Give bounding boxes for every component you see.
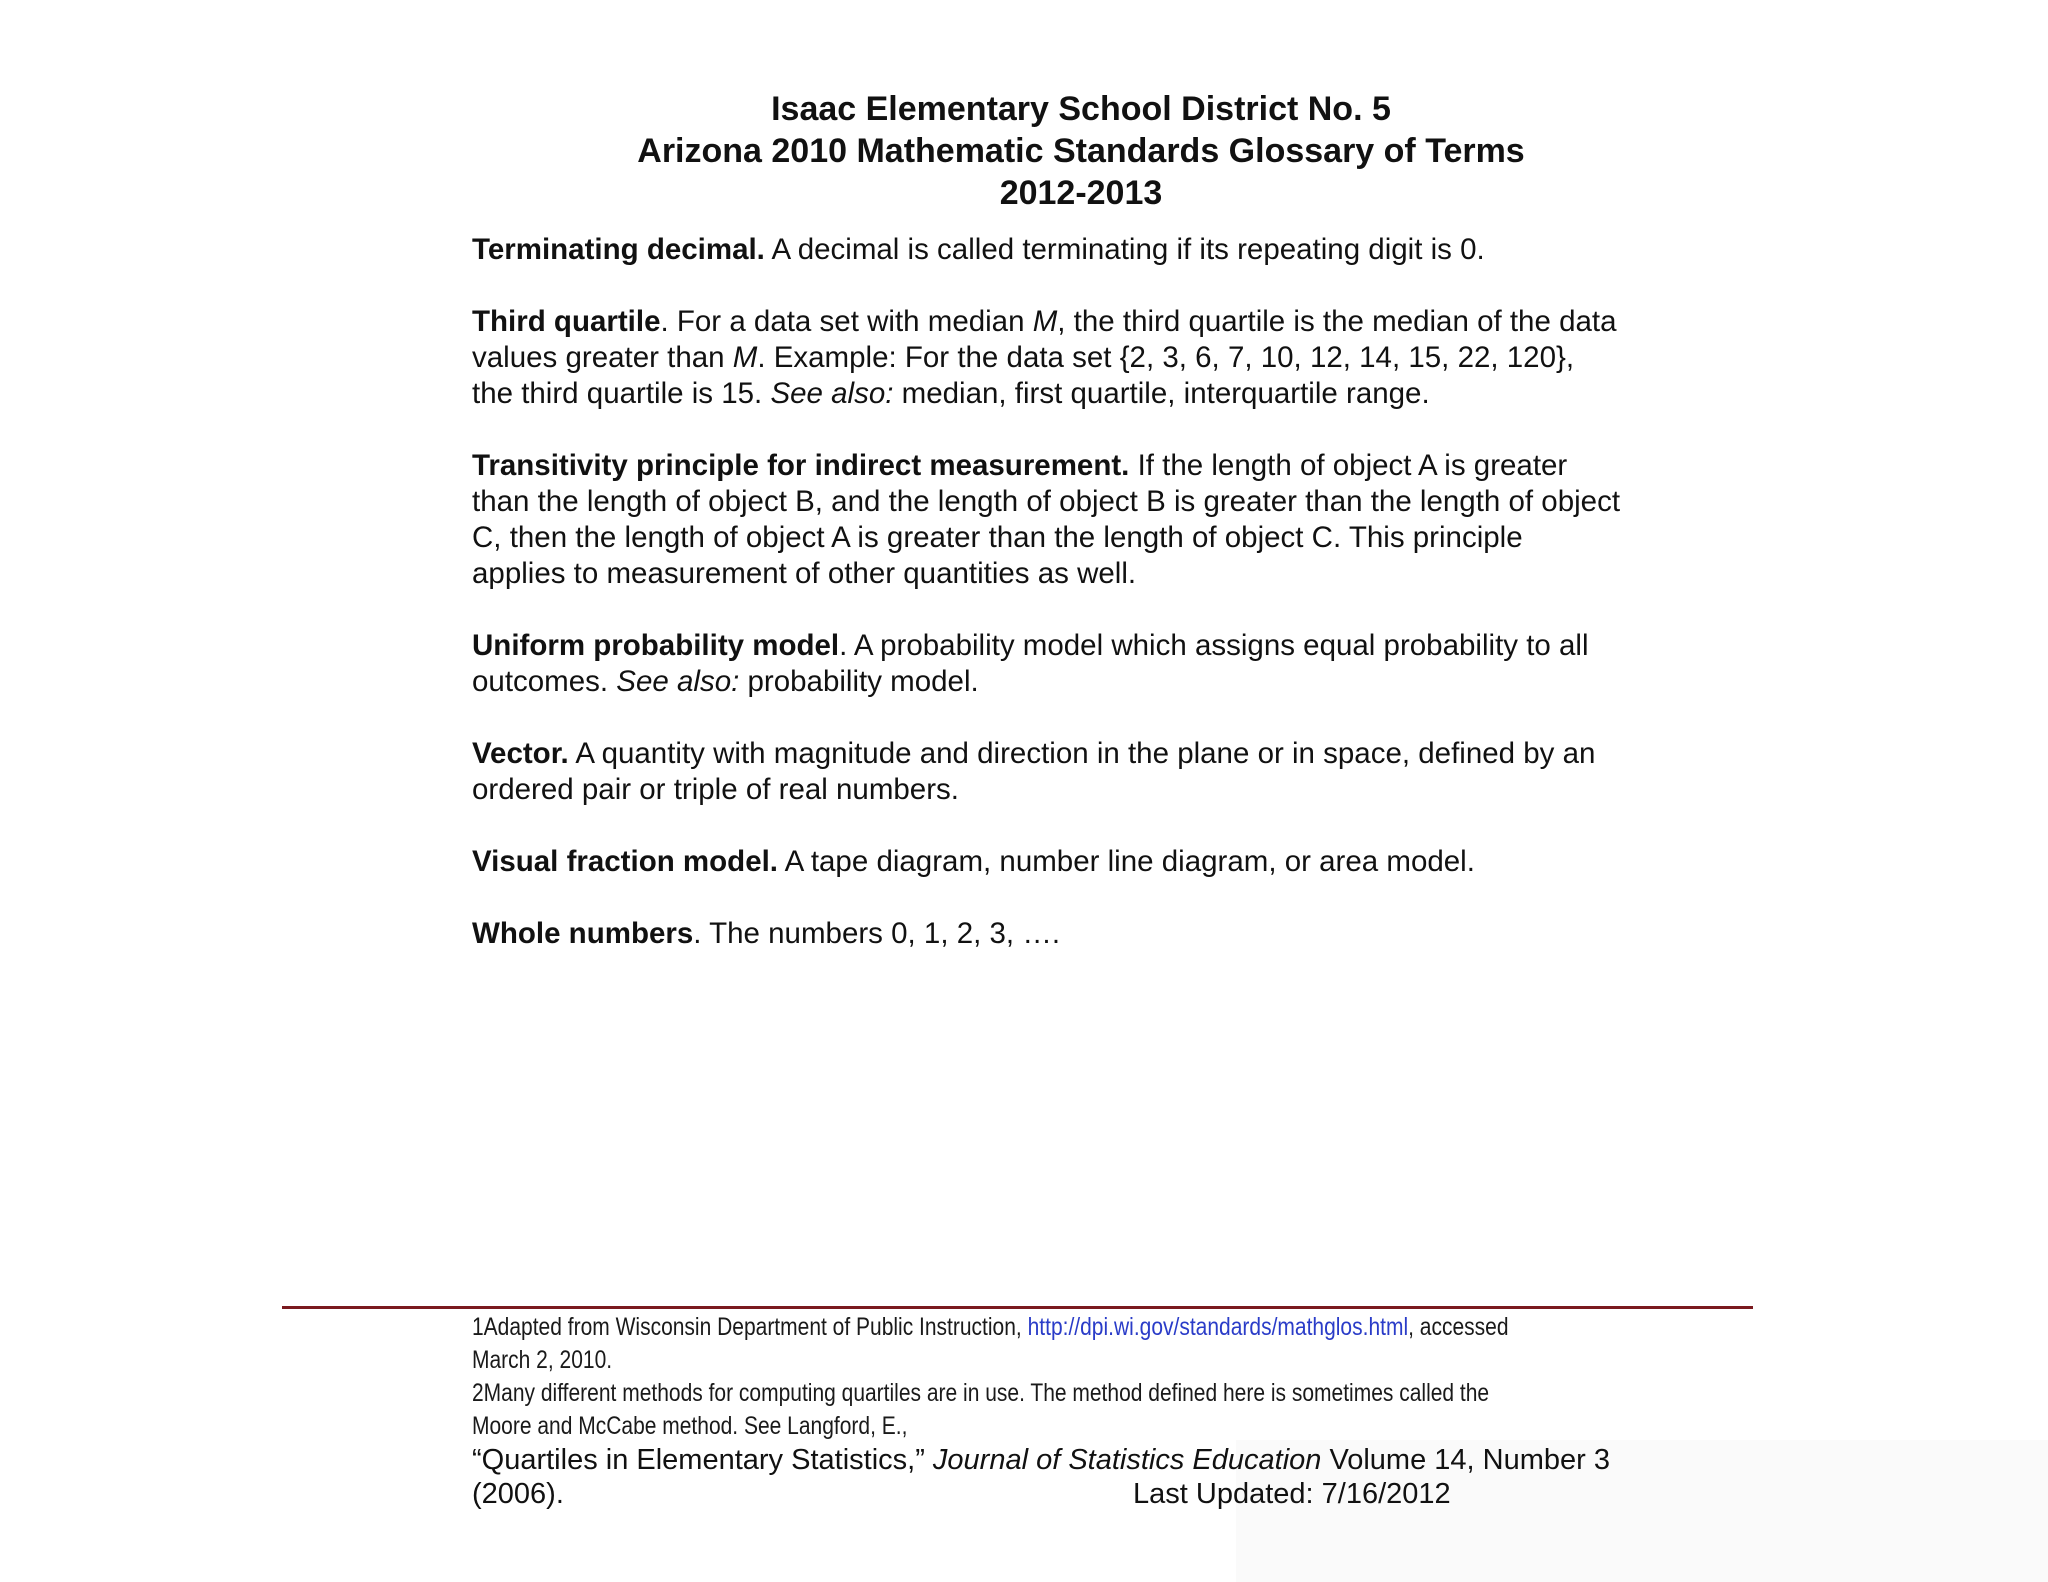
term-definition: . A probability model which assigns equal probability to all outcomes. xyxy=(472,629,1589,698)
footnote-1-text: 1Adapted from Wisconsin Department of Public Instruction, xyxy=(472,1313,1028,1341)
variable-m: M xyxy=(1032,305,1058,338)
footnote-1 xyxy=(472,1311,1707,1344)
footnote-1-link[interactable]: http://dpi.wi.gov/standards/mathglos.html xyxy=(1027,1313,1409,1341)
citation-volume: Volume 14, Number 3 xyxy=(1321,1444,1610,1476)
citation-year: (2006). xyxy=(472,1478,564,1510)
glossary-entry-terminating-decimal xyxy=(472,232,1622,268)
last-updated: Last Updated: 7/16/2012 xyxy=(1133,1478,1451,1510)
citation xyxy=(472,1444,1702,1477)
district-title: Isaac Elementary School District No. 5 xyxy=(771,90,1391,128)
footnote-1-after: , accessed xyxy=(1408,1313,1509,1341)
term-definition: A tape diagram, number line diagram, or area model. xyxy=(778,845,1475,878)
citation-last-line xyxy=(472,1478,1702,1511)
glossary-title: Arizona 2010 Mathematic Standards Glossary of Terms xyxy=(637,132,1525,170)
citation-journal: Journal of Statistics Education xyxy=(932,1444,1322,1476)
glossary-entry-vector xyxy=(472,736,1622,808)
term-definition: A decimal is called terminating if its repeating digit is 0. xyxy=(764,233,1485,266)
term-name: Vector. xyxy=(472,737,569,770)
term-definition: . The numbers 0, 1, 2, 3, …. xyxy=(693,917,1061,950)
term-definition: probability model. xyxy=(739,665,979,698)
citation-title: “Quartiles in Elementary Statistics,” xyxy=(472,1444,933,1476)
term-definition: , the third quartile is the median of the data values greater than xyxy=(472,305,1617,374)
glossary-entry-transitivity-principle xyxy=(472,448,1622,592)
school-year: 2012-2013 xyxy=(999,174,1163,212)
glossary-entry-whole-numbers xyxy=(472,916,1622,952)
glossary-entry-visual-fraction-model xyxy=(472,844,1622,880)
term-definition: median, first quartile, interquartile range. xyxy=(893,377,1430,410)
see-also-label: See also: xyxy=(616,665,740,698)
footnote-1-line-2: March 2, 2010. xyxy=(472,1346,613,1374)
term-name: Uniform probability model xyxy=(472,629,840,662)
term-name: Transitivity principle for indirect measurement. xyxy=(472,449,1130,482)
see-also-label: See also: xyxy=(770,377,894,410)
variable-m: M xyxy=(732,341,758,374)
glossary-terms xyxy=(472,232,1622,988)
term-definition: If the length of object A is greater than the length of object B, and the length of object B is greater than the length of object C, then the length of object A is greater than the length of object C. This principle applies to measurement of other quantities as well. xyxy=(472,449,1621,590)
glossary-entry-third-quartile xyxy=(472,304,1622,412)
term-name: Third quartile xyxy=(472,305,661,338)
term-name: Whole numbers xyxy=(472,917,694,950)
page-header xyxy=(0,88,2048,214)
term-name: Terminating decimal. xyxy=(472,233,765,266)
term-name: Visual fraction model. xyxy=(472,845,779,878)
glossary-entry-uniform-probability-model xyxy=(472,628,1622,700)
footnotes xyxy=(472,1311,1702,1511)
term-definition: . Example: For the data set {2, 3, 6, 7, 10, 12, 14, 15, 22, 120}, the third quartile is 15. xyxy=(472,341,1575,410)
footnote-2-line-2: Moore and McCabe method. See Langford, E., xyxy=(472,1412,908,1440)
term-definition: . For a data set with median xyxy=(660,305,1033,338)
footnote-2: 2Many different methods for computing quartiles are in use. The method defined here is sometimes called the xyxy=(472,1379,1490,1407)
term-definition: A quantity with magnitude and direction in the plane or in space, defined by an ordered pair or triple of real numbers. xyxy=(472,737,1596,806)
footnote-divider xyxy=(282,1306,1753,1309)
